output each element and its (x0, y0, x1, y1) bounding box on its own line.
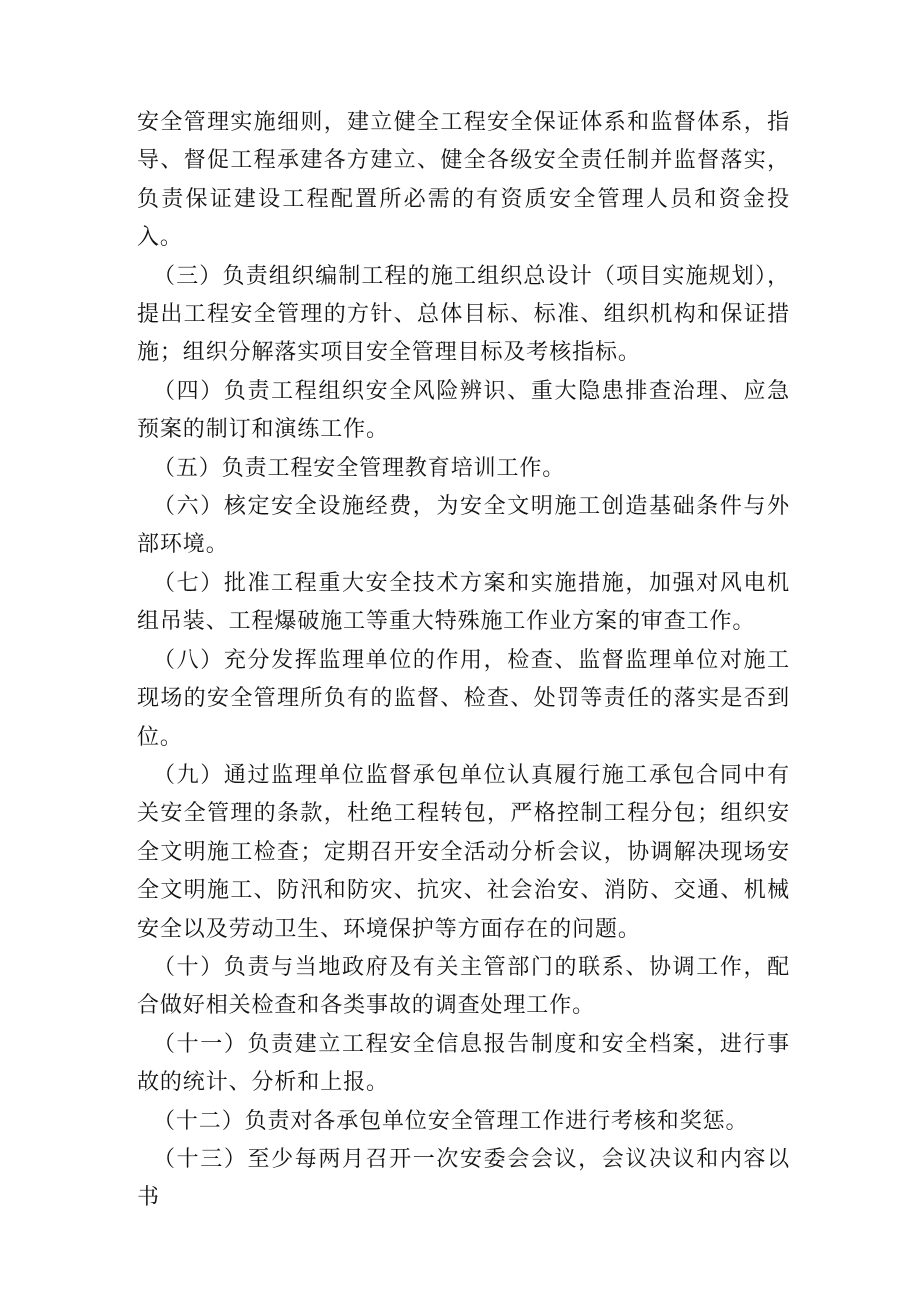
paragraph-item-4: （四）负责工程组织安全风险辨识、重大隐患排查治理、应急预案的制订和演练工作。 (137, 378, 790, 443)
paragraph-item-7: （七）批准工程重大安全技术方案和实施措施，加强对风电机组吊装、工程爆破施工等重大特殊施工作业方案的审查工作。 (137, 570, 790, 635)
paragraph-item-5: （五）负责工程安全管理教育培训工作。 (153, 455, 566, 481)
paragraph-item-11: （十一）负责建立工程安全信息报告制度和安全档案，进行事故的统计、分析和上报。 (137, 1031, 790, 1096)
paragraph-item-12: （十二）负责对各承包单位安全管理工作进行考核和奖惩。 (153, 1108, 749, 1134)
paragraph-item-13: （十三）至少每两月召开一次安委会会议，会议决议和内容以书 (137, 1146, 790, 1211)
paragraph-item-10: （十）负责与当地政府及有关主管部门的联系、协调工作，配合做好相关检查和各类事故的调查处理工作。 (137, 954, 790, 1019)
paragraph-continuation: 安全管理实施细则，建立健全工程安全保证体系和监督体系，指导、督促工程承建各方建立、健全各级安全责任制并监督落实，负责保证建设工程配置所必需的有资质安全管理人员和资金投入。 (137, 110, 790, 251)
paragraph-item-9: （九）通过监理单位监督承包单位认真履行施工承包合同中有关安全管理的条款，杜绝工程转包，严格控制工程分包；组织安全文明施工检查；定期召开安全活动分析会议，协调解决现场安全文明施工、防汛和防灾、抗灾、社会治安、消防、交通、机械安全以及劳动卫生、环境保护等方面存在的问题。 (137, 762, 790, 942)
paragraph-item-3: （三）负责组织编制工程的施工组织总设计（项目实施规划），提出工程安全管理的方针、总体目标、标准、组织机构和保证措施；组织分解落实项目安全管理目标及考核指标。 (137, 263, 790, 366)
paragraph-item-6: （六）核定安全设施经费，为安全文明施工创造基础条件与外部环境。 (137, 494, 790, 558)
paragraph-item-8: （八）充分发挥监理单位的作用，检查、监督监理单位对施工现场的安全管理所负有的监督、检查、处罚等责任的落实是否到位。 (137, 647, 790, 750)
